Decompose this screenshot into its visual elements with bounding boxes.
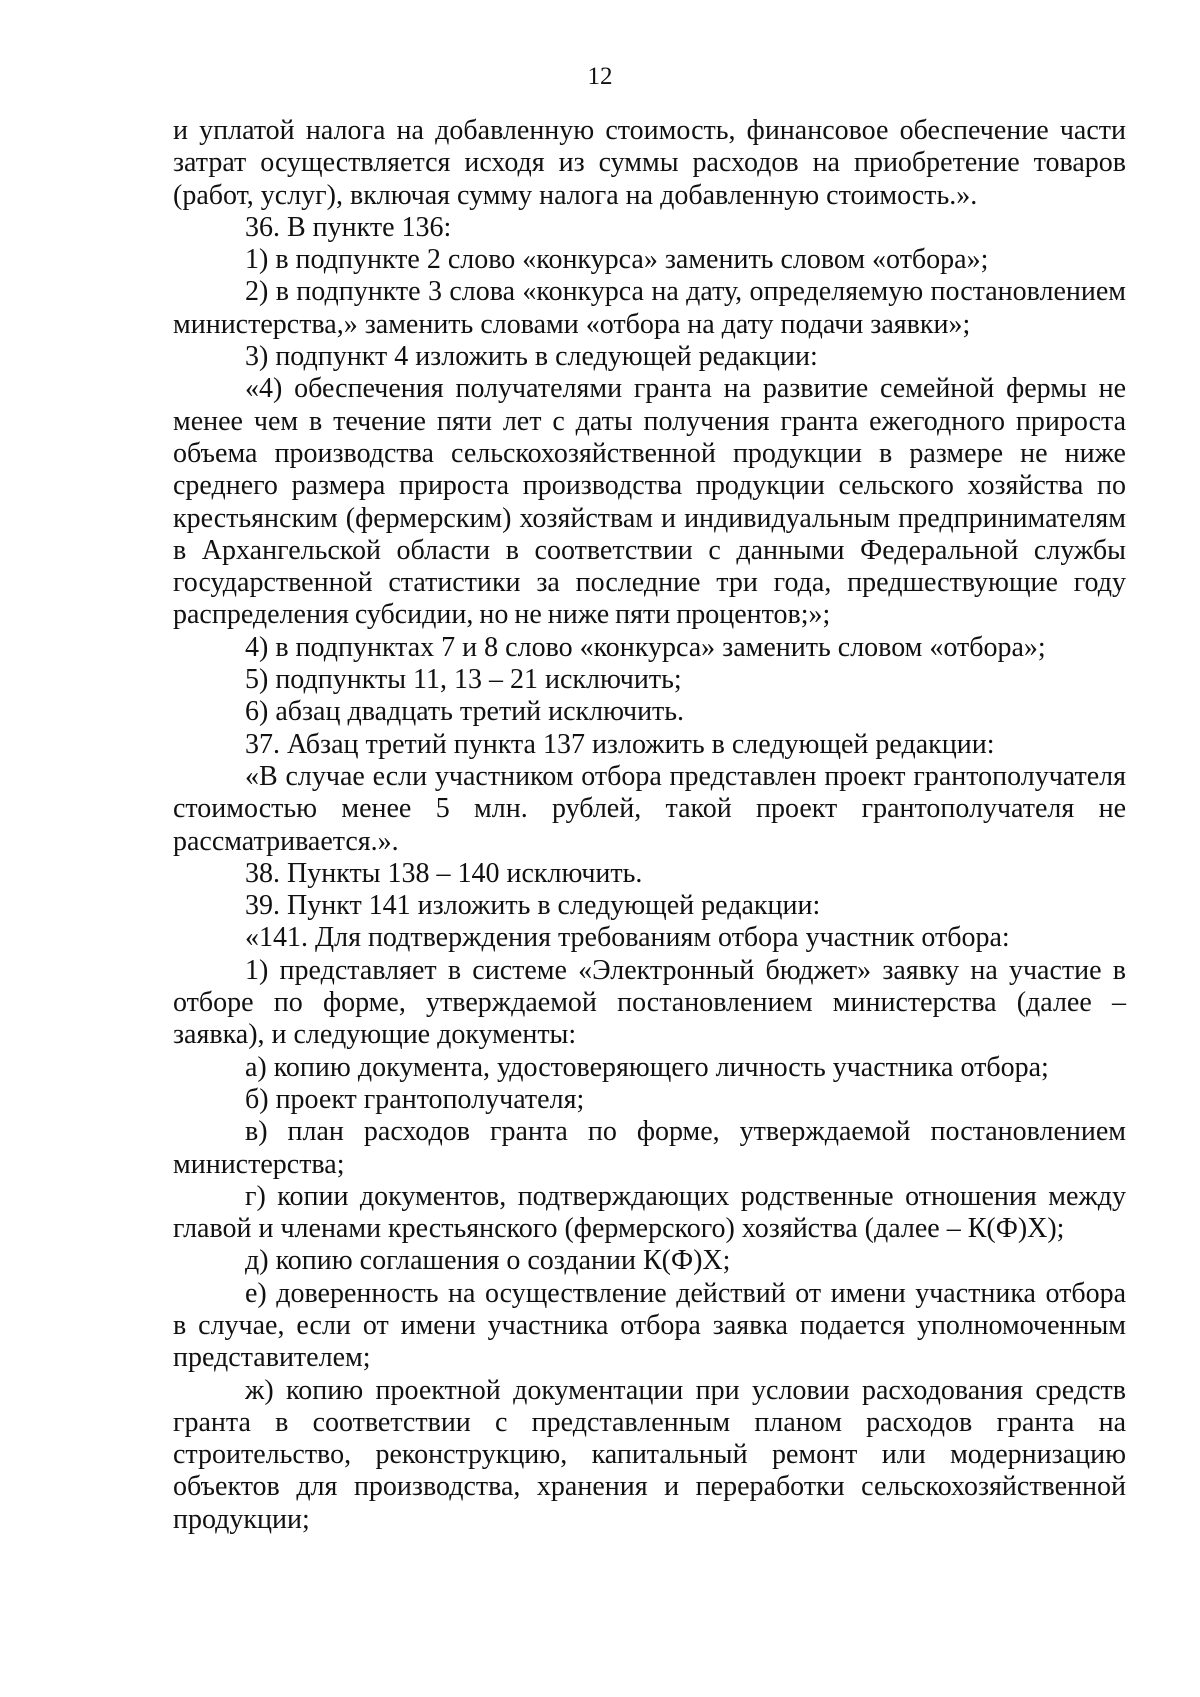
paragraph-item-37: 37. Абзац третий пункта 137 изложить в следующей редакции: [245, 728, 995, 760]
paragraph-141-letter-d: д) копию соглашения о создании К(Ф)Х; [245, 1245, 731, 1277]
paragraph-subitem-36-4: 4) в подпунктах 7 и 8 слово «конкурса» заменить словом «отбора»; [245, 631, 1046, 663]
page-number: 12 [587, 63, 613, 90]
paragraph-item-36: 36. В пункте 136: [245, 211, 452, 243]
paragraph-continuation: и уплатой налога на добавленную стоимость, финансовое обеспечение части затрат осуществляется исходя из суммы расходов на приобретение товаров (работ, услуг), включая сумму налога на добавленную стоимость.». [173, 115, 1126, 211]
paragraph-quote-137: «В случае если участником отбора представлен проект грантополучателя стоимостью менее 5 млн. рублей, такой проект грантополучателя не рассматривается.». [173, 760, 1126, 857]
paragraph-subitem-36-1: 1) в подпункте 2 слово «конкурса» заменить словом «отбора»; [245, 244, 989, 276]
paragraph-item-39: 39. Пункт 141 изложить в следующей редакции: [245, 890, 821, 922]
paragraph-141-letter-v: в) план расходов гранта по форме, утверждаемой постановлением министерства; [173, 1116, 1126, 1180]
paragraph-141-letter-zh: ж) копию проектной документации при условии расходования средств гранта в соответствии с представленным планом расходов гранта на строительство, реконструкцию, капитальный ремонт или модернизацию объектов для производства, хранения и переработки сельскохозяйственной продукции; [173, 1374, 1126, 1535]
paragraph-141-letter-b: б) проект грантополучателя; [245, 1083, 585, 1115]
paragraph-subitem-36-5: 5) подпункты 11, 13 – 21 исключить; [245, 664, 682, 696]
paragraph-subitem-36-6: 6) абзац двадцать третий исключить. [245, 696, 685, 728]
paragraph-141-letter-g: г) копии документов, подтверждающих родственные отношения между главой и членами крестьянского (фермерского) хозяйства (далее – К(Ф)Х); [173, 1180, 1126, 1245]
paragraph-item-38: 38. Пункты 138 – 140 исключить. [245, 857, 643, 889]
paragraph-141-letter-a: а) копию документа, удостоверяющего личность участника отбора; [245, 1051, 1049, 1083]
paragraph-subitem-36-3: 3) подпункт 4 изложить в следующей редакции: [245, 341, 818, 373]
paragraph-quote-141: «141. Для подтверждения требованиям отбора участник отбора: [245, 922, 1010, 954]
document-body [173, 115, 1126, 1536]
paragraph-141-subitem-1: 1) представляет в системе «Электронный бюджет» заявку на участие в отборе по форме, утверждаемой постановлением министерства (далее – заявка), и следующие документы: [173, 954, 1126, 1051]
paragraph-141-letter-e: е) доверенность на осуществление действий от имени участника отбора в случае, если от имени участника отбора заявка подается уполномоченным представителем; [173, 1277, 1126, 1374]
paragraph-quote-subitem-4: «4) обеспечения получателями гранта на развитие семейной фермы не менее чем в течение пяти лет с даты получения гранта ежегодного прироста объема производства сельскохозяйственной продукции в размере не ниже среднего размера прироста производства продукции сельского хозяйства по крестьянским (фермерским) хозяйствам и индивидуальным предпринимателям в Архангельской области в соответствии с данными Федеральной службы государственной статистики за последние три года, предшествующие году распределения субсидии, но не ниже пяти процентов;»; [173, 373, 1126, 631]
paragraph-subitem-36-2: 2) в подпункте 3 слова «конкурса на дату, определяемую постановлением министерства,» заменить словами «отбора на дату подачи заявки»; [173, 276, 1126, 340]
